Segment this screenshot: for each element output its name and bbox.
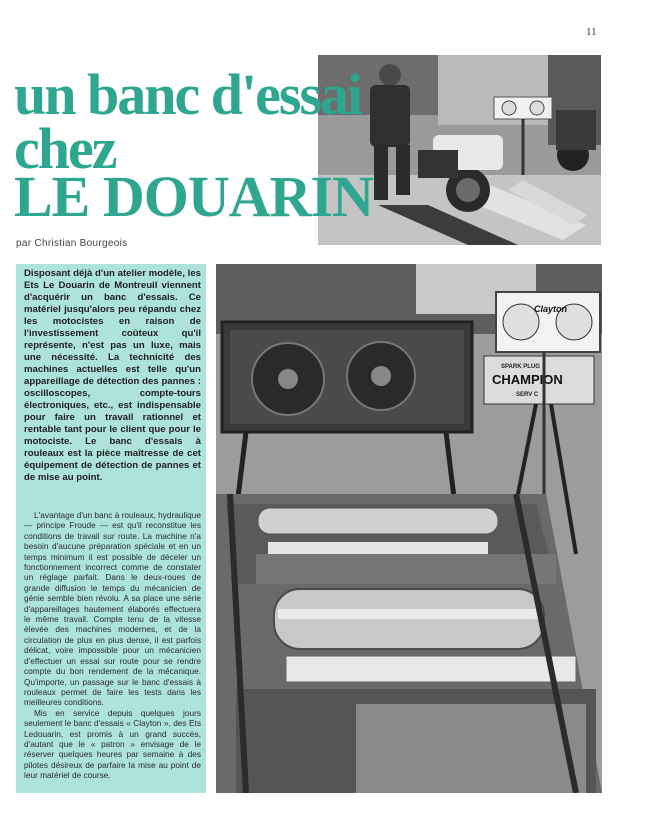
champion-text: CHAMPION [492,372,563,387]
headline-line-2: chez [14,116,116,181]
clayton-brand-text: Clayton [534,304,568,314]
lead-paragraph: Disposant déjà d'un atelier modèle, les Ets Le Douarin de Montreuil viennent d'acquérir un banc d'essais. Ce matériel jusqu'alors peu répandu chez les motocistes en raison de l'investissement coûteux qu'il représente, n'est pas un luxe, mais une nécessité. La technicité des machines actuelles est telle qu'un appareillage de détection des pannes : oscilloscopes, compte-tours électroniques, etc., est indispensable pour faire un travail rationnel et rentable tant pour le client que pour le motociste. Le banc d'essais à rouleaux est la pièce maîtresse de cet équipement de détection de pannes et de mise au point. [24,268,201,483]
service-text: SERV C [516,392,539,398]
page-number: 11 [586,26,597,38]
byline: par Christian Bourgeois [16,238,128,249]
body-paragraph-2: Mis en service depuis quelques jours seulement le banc d'essais « Clayton », des Ets Ledouarin, est promis à un grand succès, d'autant que le « patron » envisage de le réserver quelques heures par semaine à des pilotes désireux de parfaire la mise au point de leur matériel de course. [24,707,201,781]
photo-roller-dyno-art [216,264,602,793]
spark-plug-text: SPARK PLUG [501,364,540,370]
headline-line-1: un banc d'essai [14,62,362,127]
article-text-column [16,264,206,793]
body-paragraph-1: L'avantage d'un banc à rouleaux, hydraulique — principe Froude — est qu'il reconstitue les conditions de travail sur route. La machine n'a besoin d'aucune préparation spéciale et en un temps minimum il est possible de déceler un fonctionnement incorrect comme de constater un réglage parfait. Dans le deux-roues de grande diffusion le temps du mécanicien de génie semble bien révolu. A sa place une série d'appareillages hautement élaborés effectuera le même travail. Compte tenu de la vitesse élevée des machines modernes, et de la circulation de plus en plus dense, il est parfois délicat, voire impossible pour un mécanicien d'effectuer un essai sur route pour se rendre compte du bon rendement de la mécanique. Qu'importe, un passage sur le banc d'essais à rouleaux permet de faire les tests dans les meilleures conditions. [24,510,201,708]
headline-line-3: LE DOUARIN [14,164,373,229]
photo-roller-dyno [216,264,602,793]
